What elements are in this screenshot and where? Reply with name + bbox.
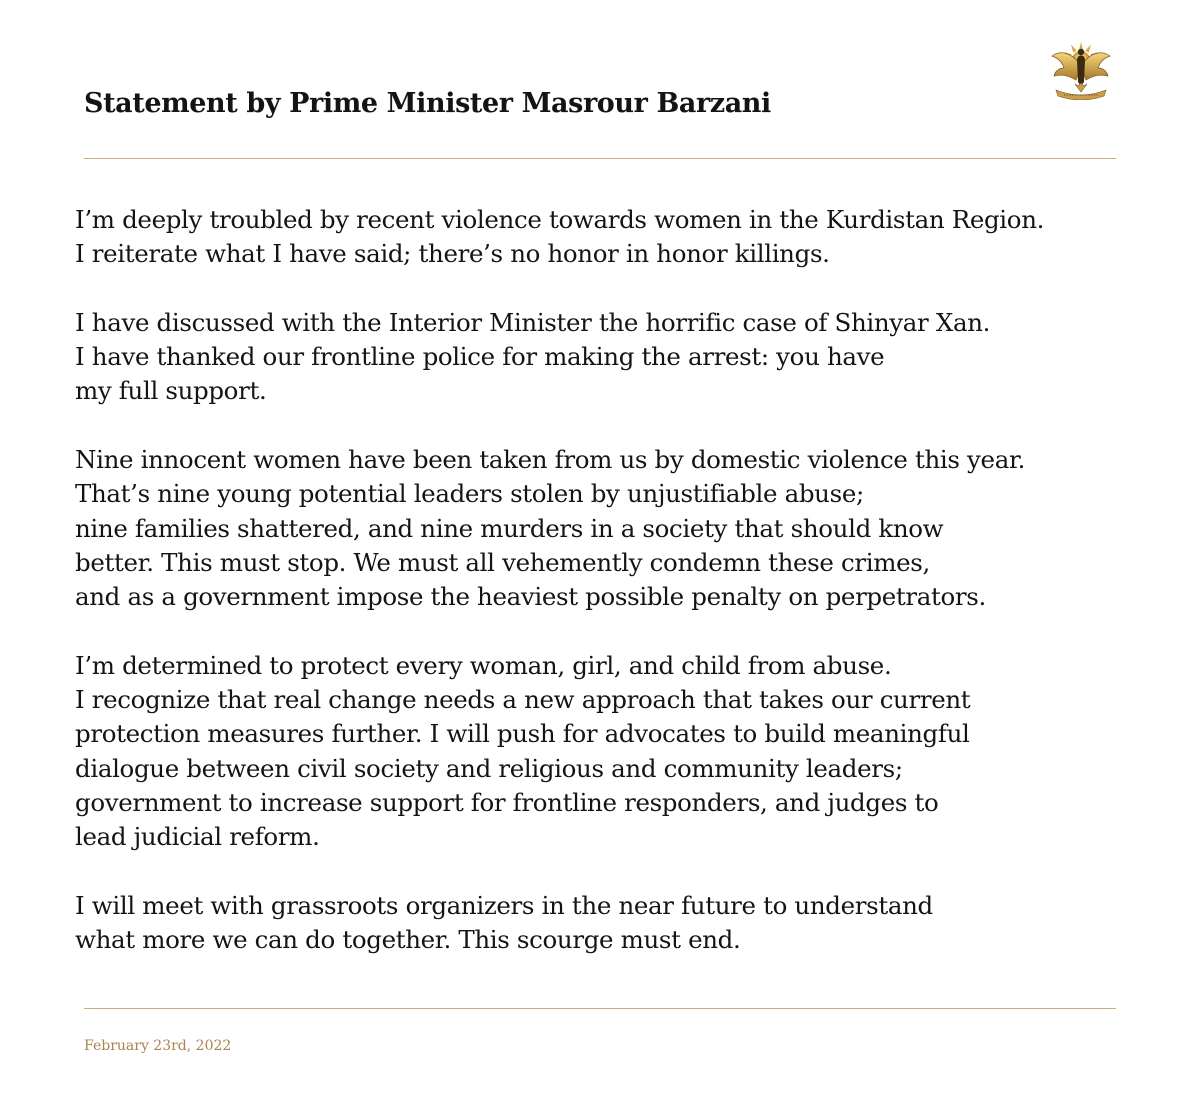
text-line: nine families shattered, and nine murders in a society that should know xyxy=(75,513,944,543)
statement-paragraph xyxy=(75,649,1145,855)
header-divider xyxy=(84,158,1116,159)
text-line: protection measures further. I will push for advocates to build meaningful xyxy=(75,719,970,749)
statement-body xyxy=(75,203,1145,958)
text-line: I have discussed with the Interior Minister the horrific case of Shinyar Xan. xyxy=(75,307,991,337)
text-line: I reiterate what I have said; there’s no honor in honor killings. xyxy=(75,239,830,269)
text-line: I’m deeply troubled by recent violence towards women in the Kurdistan Region. xyxy=(75,205,1045,234)
statement-paragraph xyxy=(75,889,1145,958)
statement-date: February 23rd, 2022 xyxy=(84,1038,232,1054)
text-line: Nine innocent women have been taken from us by domestic violence this year. xyxy=(75,445,1026,475)
text-line: government to increase support for frontline responders, and judges to xyxy=(75,788,939,818)
statement-paragraph xyxy=(75,443,1145,614)
text-line: and as a government impose the heaviest possible penalty on perpetrators. xyxy=(75,582,986,612)
text-line: I have thanked our frontline police for making the arrest: you have xyxy=(75,342,885,372)
text-line: what more we can do together. This scourge must end. xyxy=(75,925,741,955)
text-line: lead judicial reform. xyxy=(75,822,320,852)
page-title: Statement by Prime Minister Masrour Barzani xyxy=(84,88,771,119)
text-line: I will meet with grassroots organizers in the near future to understand xyxy=(75,890,933,920)
text-line: I’m determined to protect every woman, girl, and child from abuse. xyxy=(75,650,892,680)
statement-paragraph xyxy=(75,203,1145,272)
text-line: That’s nine young potential leaders stolen by unjustifiable abuse; xyxy=(75,479,864,509)
footer-divider xyxy=(84,1008,1116,1009)
text-line: better. This must stop. We must all vehemently condemn these crimes, xyxy=(75,547,930,577)
kurdistan-emblem-icon xyxy=(1046,30,1116,100)
text-line: dialogue between civil society and religious and community leaders; xyxy=(75,753,903,783)
text-line: my full support. xyxy=(75,376,267,406)
text-line: I recognize that real change needs a new approach that takes our current xyxy=(75,685,971,715)
statement-paragraph xyxy=(75,306,1145,409)
